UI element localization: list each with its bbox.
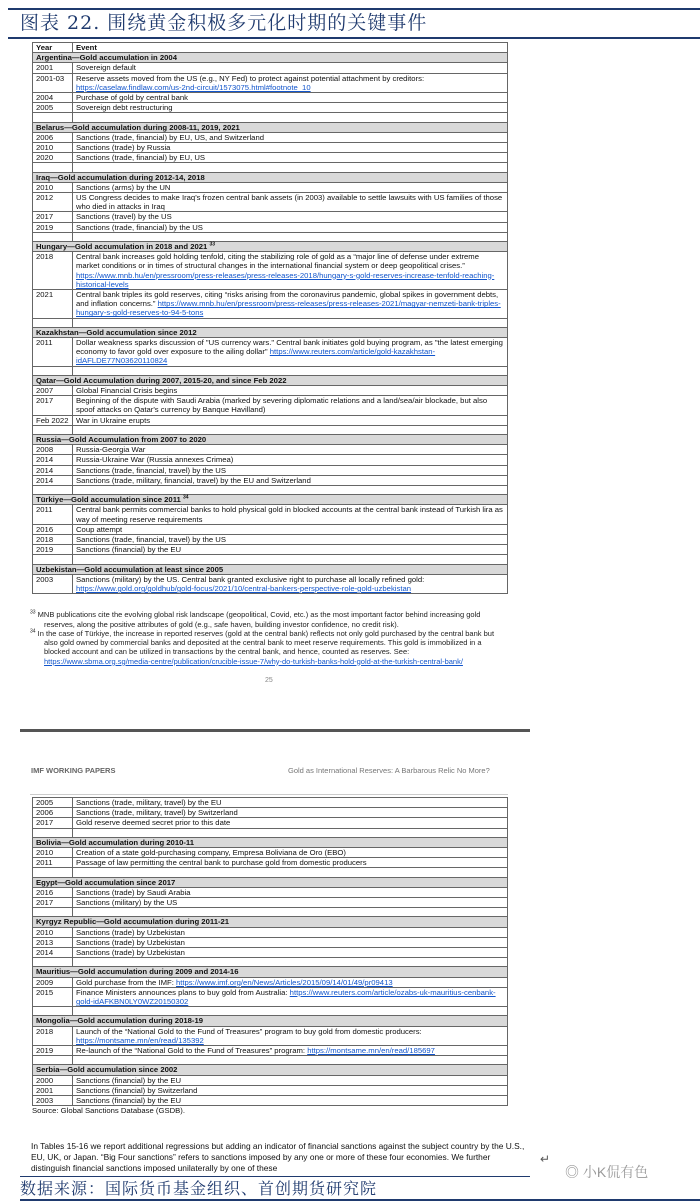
event-text: Launch of the “National Gold to the Fund of Treasures” program to buy gold from domestic producers: (76, 1026, 422, 1036)
section-title-text: Hungary—Gold accumulation in 2018 and 2021 (36, 242, 208, 252)
spacer-row (33, 163, 508, 172)
year-cell: 2005 (33, 103, 73, 113)
event-cell (73, 222, 508, 232)
spacer-row (33, 232, 508, 241)
section-title-text: Serbia—Gold accumulation since 2002 (36, 1065, 178, 1075)
table-row (33, 887, 508, 897)
event-cell (73, 193, 508, 212)
empty-cell (33, 163, 73, 172)
event-cell (73, 143, 508, 153)
event-text: Sanctions (trade, financial) by EU, US (76, 153, 206, 163)
section-header-row (33, 122, 508, 132)
running-header (0, 766, 700, 776)
event-link[interactable]: https://www.reuters.com/article/gold-kazakhstan-idAFLDE77N03620110824 (76, 347, 436, 366)
spacer-row (33, 425, 508, 434)
year-cell: 2010 (33, 143, 73, 153)
event-cell (73, 63, 508, 73)
year-cell: 2000 (33, 1075, 73, 1085)
year-cell: 2017 (33, 898, 73, 908)
empty-cell (73, 486, 508, 495)
spacer-row (33, 366, 508, 375)
section-title (33, 564, 508, 574)
event-text: Gold purchase from the IMF: (76, 977, 174, 987)
year-cell: 2013 (33, 937, 73, 947)
empty-cell (33, 425, 73, 434)
empty-cell (73, 366, 508, 375)
table-row (33, 798, 508, 808)
year-cell: 2001 (33, 1085, 73, 1095)
spacer-row (33, 555, 508, 564)
spacer-row (33, 868, 508, 877)
section-header-row (33, 375, 508, 385)
event-text: Sanctions (financial) by the EU (76, 1096, 182, 1106)
event-text: Sovereign debt restructuring (76, 103, 173, 113)
column-header: Year (33, 43, 73, 53)
section-header-row (33, 495, 508, 505)
table-row (33, 858, 508, 868)
section-header-row (33, 564, 508, 574)
footnote-ref: 33 (209, 241, 216, 248)
empty-cell (33, 828, 73, 837)
footnote-number: 34 (30, 628, 36, 635)
section-title (33, 837, 508, 847)
event-text: Sanctions (trade, financial) by the US (76, 222, 203, 232)
empty-cell (73, 828, 508, 837)
event-text: Sanctions (arms) by the UN (76, 182, 171, 192)
year-cell: 2016 (33, 887, 73, 897)
event-cell (73, 535, 508, 545)
footnote-link[interactable]: https://www.sbma.org.sg/media-centre/publication/crucible-issue-7/why-do-turkish-banks-hold-gold-at-the-turkish-central-bank/ (44, 656, 463, 666)
return-mark-icon: ↵ (540, 1151, 551, 1166)
event-cell (73, 927, 508, 937)
empty-cell (73, 318, 508, 327)
event-text: US Congress decides to make Iraq's frozen central bank assets (in 2003) available to settle lawsuits with US families of those who died in attacks in Iraq (76, 193, 503, 212)
event-cell (73, 93, 508, 103)
year-cell: 2006 (33, 808, 73, 818)
event-cell (73, 252, 508, 290)
event-text: Passage of law permitting the central bank to purchase gold from domestic producers (76, 858, 367, 868)
section-header-row (33, 435, 508, 445)
section-title (33, 172, 508, 182)
event-text: Dollar weakness sparks discussion of "US currency wars." Central bank initiates gold buying program, as "the latest emerging economy to favor gold over exposure to the ailing dollar" (76, 338, 503, 357)
section-header-row (33, 242, 508, 252)
empty-cell (73, 868, 508, 877)
year-cell: 2010 (33, 848, 73, 858)
footnote-number: 33 (30, 609, 36, 616)
table-row (33, 252, 508, 290)
event-link[interactable]: https://www.reuters.com/article/ozabs-uk-mauritius-cenbank-gold-idAFKBN0LY0WZ20150302 (76, 987, 496, 1007)
year-cell: 2006 (33, 132, 73, 142)
section-title-text: Türkiye—Gold accumulation since 2011 (36, 495, 181, 505)
event-cell (73, 858, 508, 868)
spacer-row (33, 908, 508, 917)
event-text: Sanctions (military) by the US (76, 898, 178, 908)
year-cell: 2011 (33, 858, 73, 868)
footnote-text: In the case of Türkiye, the increase in reported reserves (gold at the central bank) reflects not only gold purchased by the central bank but also gold owned by commercial banks and deposited at the central bank to meet reserve requirements. This gold is immobilized in a blocked account and can be utilized in transactions by the central bank, and hence, counted as reserves. See: (37, 628, 495, 657)
table-row (33, 445, 508, 455)
section-title-text: Argentina—Gold accumulation in 2004 (36, 53, 177, 63)
section-header-row (33, 877, 508, 887)
table-row (33, 63, 508, 73)
table-source: Source: Global Sanctions Database (GSDB). (32, 1106, 185, 1116)
event-text: War in Ukraine erupts (76, 415, 151, 425)
event-cell (73, 212, 508, 222)
year-cell: 2005 (33, 798, 73, 808)
event-text: Sanctions (trade, military, financial, travel) by the EU and Switzerland (76, 475, 311, 485)
event-text: Creation of a state gold-purchasing company, Empresa Boliviana de Oro (EBO) (76, 848, 346, 858)
empty-cell (73, 232, 508, 241)
year-cell: 2014 (33, 455, 73, 465)
section-title (33, 967, 508, 977)
empty-cell (33, 958, 73, 967)
table-header-row (33, 43, 508, 53)
events-table-part2 (32, 797, 508, 1106)
empty-cell (33, 232, 73, 241)
event-text: Re-launch of the “National Gold to the Fund of Treasures” program: (76, 1046, 306, 1056)
event-cell (73, 415, 508, 425)
empty-cell (73, 163, 508, 172)
table-row (33, 848, 508, 858)
event-text: Coup attempt (76, 524, 123, 534)
year-cell: 2014 (33, 948, 73, 958)
page-separator (20, 729, 530, 732)
event-text: Sanctions (financial) by Switzerland (76, 1085, 198, 1095)
table-row (33, 1085, 508, 1095)
table-row (33, 1026, 508, 1045)
table-row (33, 143, 508, 153)
year-cell: 2015 (33, 987, 73, 1006)
table-row (33, 818, 508, 828)
event-cell (73, 132, 508, 142)
year-cell: 2018 (33, 252, 73, 290)
table-row (33, 524, 508, 534)
event-link[interactable]: https://www.mnb.hu/en/pressroom/press-releases/press-releases-2018/hungary-s-gold-reserves-increase-tenfold-reaching-historical-levels (76, 270, 495, 289)
event-cell (73, 290, 508, 319)
event-cell (73, 887, 508, 897)
section-title (33, 242, 508, 252)
event-link[interactable]: https://www.imf.org/en/News/Articles/2015/09/14/01/49/pr09413 (175, 977, 393, 987)
event-text: Sanctions (military) by the US. Central bank granted exclusive right to purchase all locally refined gold: (76, 574, 425, 584)
event-cell (73, 948, 508, 958)
event-cell (73, 798, 508, 808)
section-title (33, 327, 508, 337)
section-title-text: Kyrgyz Republic—Gold accumulation during 2011-21 (36, 917, 230, 927)
section-title (33, 877, 508, 887)
year-cell: 2010 (33, 927, 73, 937)
table-row (33, 455, 508, 465)
section-title-text: Russia—Gold Accumulation from 2007 to 2020 (36, 435, 207, 445)
table-row (33, 535, 508, 545)
event-cell (73, 1096, 508, 1106)
footnotes (30, 610, 508, 666)
section-title (33, 917, 508, 927)
event-text: Gold reserve deemed secret prior to this date (76, 818, 231, 828)
section-title-text: Iraq—Gold accumulation during 2012-14, 2018 (36, 172, 205, 182)
empty-cell (73, 958, 508, 967)
event-text: Beginning of the dispute with Saudi Arabia (marked by severing diplomatic relations and a land/sea/air blockade, but also spoof attacks on Qatar's currency by Banque Havilland) (76, 396, 488, 415)
table-row (33, 182, 508, 192)
section-title (33, 122, 508, 132)
year-cell: 2009 (33, 977, 73, 987)
event-text: Central bank triples its gold reserves, citing “risks arising from the coronavirus pandemic, global spikes in government debts, and inflation concerns.” (76, 290, 499, 309)
event-text: Sovereign default (76, 63, 136, 73)
event-text: Sanctions (financial) by the EU (76, 545, 182, 555)
footnote (30, 629, 508, 666)
footnote-text: MNB publications cite the evolving global risk landscape (geopolitical, Covid, etc.) as the most important factor behind increasing gold reserves, along the positive attributes of gold (e.g., safe haven, building investor confidence, no credit risk). (37, 610, 481, 629)
event-text: Central bank permits commercial banks to hold physical gold in blocked accounts at the central bank instead of Turkish lira as way of meeting reserve requirements (76, 505, 503, 524)
event-cell (73, 505, 508, 524)
year-cell: 2011 (33, 505, 73, 524)
year-cell: 2017 (33, 818, 73, 828)
section-header-row (33, 837, 508, 847)
event-text: Russia-Ukraine War (Russia annexes Crimea) (76, 455, 234, 465)
event-text: Sanctions (trade) by Uzbekistan (76, 927, 185, 937)
event-text: Sanctions (trade, financial, travel) by the US (76, 465, 226, 475)
year-cell: 2020 (33, 153, 73, 163)
event-link[interactable]: https://montsame.mn/en/read/185697 (307, 1046, 435, 1056)
year-cell: 2008 (33, 445, 73, 455)
table-row (33, 73, 508, 92)
year-cell: 2003 (33, 1096, 73, 1106)
empty-cell (73, 425, 508, 434)
event-link[interactable]: https://www.mnb.hu/en/pressroom/press-releases/press-releases-2021/magyar-nemzeti-bank-triples-hungary-s-gold-reserves-to-94-5-tons (76, 299, 501, 318)
section-title-text: Qatar—Gold Accumulation during 2007, 2015-20, and since Feb 2022 (36, 375, 287, 385)
year-cell: 2004 (33, 93, 73, 103)
event-cell (73, 898, 508, 908)
event-cell (73, 386, 508, 396)
body-paragraph: In Tables 15-16 we report additional regressions but adding an indicator of financial sanctions against the subject country by the U.S., EU, UK, or Japan. “Big Four sanctions” refers to sanctions imposed by any one or more of these four economies. We further distinguish financial sanctions imposed unilaterally by one of these (31, 1140, 525, 1173)
spacer-row (33, 318, 508, 327)
event-text: Sanctions (financial) by the EU (76, 1075, 182, 1085)
empty-cell (33, 908, 73, 917)
event-cell (73, 808, 508, 818)
event-link[interactable]: https://caselaw.findlaw.com/us-2nd-circuit/1573075.html#footnote_10 (76, 82, 311, 92)
spacer-row (33, 828, 508, 837)
events-table-part1 (32, 42, 508, 594)
spacer-row (33, 1007, 508, 1016)
year-cell: 2007 (33, 386, 73, 396)
section-title (33, 1016, 508, 1026)
table-row (33, 505, 508, 524)
table-row (33, 93, 508, 103)
event-cell (73, 937, 508, 947)
table-row (33, 475, 508, 485)
section-title (33, 435, 508, 445)
section-title-text: Egypt—Gold accumulation since 2017 (36, 877, 176, 887)
event-cell (73, 1075, 508, 1085)
empty-cell (33, 366, 73, 375)
year-cell: 2014 (33, 465, 73, 475)
empty-cell (73, 1007, 508, 1016)
table-row (33, 132, 508, 142)
year-cell: 2016 (33, 524, 73, 534)
section-header-row (33, 53, 508, 63)
section-title-text: Mauritius—Gold accumulation during 2009 and 2014-16 (36, 967, 239, 977)
event-text: Sanctions (trade) by Russia (76, 143, 171, 153)
year-cell: Feb 2022 (33, 415, 73, 425)
event-cell (73, 455, 508, 465)
event-cell (73, 73, 508, 92)
table-row (33, 574, 508, 593)
table-row (33, 193, 508, 212)
data-source-footer: 数据来源：国际货币基金组织、首创期货研究院 (20, 1179, 378, 1199)
table-row (33, 290, 508, 319)
event-link[interactable]: https://www.gold.org/goldhub/gold-focus/2021/10/central-bankers-perspective-role-gold-uzbekistan (76, 584, 412, 594)
page-number: 25 (265, 677, 273, 685)
year-cell: 2003 (33, 574, 73, 593)
table-row (33, 545, 508, 555)
table-row (33, 948, 508, 958)
footnote (30, 610, 508, 629)
empty-cell (33, 555, 73, 564)
event-cell (73, 977, 508, 987)
table-row (33, 222, 508, 232)
table-row (33, 898, 508, 908)
event-text: Global Financial Crisis begins (76, 386, 178, 396)
section-header-row (33, 172, 508, 182)
year-cell: 2011 (33, 338, 73, 367)
event-cell (73, 1046, 508, 1056)
watermark-text: 小K侃有色 (582, 1163, 649, 1180)
event-cell (73, 103, 508, 113)
event-cell (73, 848, 508, 858)
event-text: Sanctions (travel) by the US (76, 212, 172, 222)
section-title (33, 53, 508, 63)
year-cell: 2019 (33, 222, 73, 232)
section-header-row (33, 327, 508, 337)
table-row (33, 153, 508, 163)
watermark-logo: ◎ 小K侃有色 (565, 1163, 649, 1180)
year-cell: 2019 (33, 1046, 73, 1056)
running-header-right: Gold as International Reserves: A Barbarous Relic No More? (288, 766, 490, 776)
table-row (33, 1096, 508, 1106)
table-row (33, 396, 508, 415)
empty-cell (73, 908, 508, 917)
table-row (33, 212, 508, 222)
empty-cell (33, 868, 73, 877)
event-cell (73, 524, 508, 534)
event-cell (73, 574, 508, 593)
table-row (33, 415, 508, 425)
year-cell: 2017 (33, 212, 73, 222)
section-header-row (33, 1065, 508, 1075)
year-cell: 2019 (33, 545, 73, 555)
event-cell (73, 445, 508, 455)
event-cell (73, 1026, 508, 1045)
table-row (33, 808, 508, 818)
year-cell: 2021 (33, 290, 73, 319)
empty-cell (33, 1007, 73, 1016)
section-title-text: Belarus—Gold accumulation during 2008-11, 2019, 2021 (36, 122, 240, 132)
event-text: Sanctions (trade) by Uzbekistan (76, 937, 185, 947)
event-text: Russia-Georgia War (76, 445, 146, 455)
table-row (33, 987, 508, 1006)
year-cell: 2018 (33, 535, 73, 545)
event-text: Sanctions (trade, military, travel) by the EU (76, 798, 222, 808)
spacer-row (33, 486, 508, 495)
footer-block (0, 1163, 700, 1201)
event-text: Sanctions (trade, military, travel) by Switzerland (76, 808, 238, 818)
section-title (33, 1065, 508, 1075)
event-text: Finance Ministers announces plans to buy gold from Australia: (76, 987, 288, 997)
section-title (33, 495, 508, 505)
year-cell: 2001 (33, 63, 73, 73)
empty-cell (73, 555, 508, 564)
event-cell (73, 1085, 508, 1095)
section-title (33, 375, 508, 385)
running-header-left: IMF WORKING PAPERS (31, 766, 116, 776)
event-cell (73, 182, 508, 192)
empty-cell (33, 486, 73, 495)
year-cell: 2018 (33, 1026, 73, 1045)
column-header: Event (73, 43, 508, 53)
event-cell (73, 465, 508, 475)
table-row (33, 927, 508, 937)
table-row (33, 465, 508, 475)
section-header-row (33, 967, 508, 977)
event-text: Sanctions (trade) by Saudi Arabia (76, 887, 191, 897)
empty-cell (33, 318, 73, 327)
event-cell (73, 818, 508, 828)
year-cell: 2017 (33, 396, 73, 415)
event-text: Sanctions (trade, financial, travel) by the US (76, 535, 226, 545)
spacer-row (33, 958, 508, 967)
table-row (33, 1046, 508, 1056)
event-text: Purchase of gold by central bank (76, 93, 188, 103)
event-cell (73, 153, 508, 163)
empty-cell (73, 1056, 508, 1065)
event-text: Sanctions (trade, financial) by EU, US, and Switzerland (76, 132, 265, 142)
footnote-ref: 34 (182, 494, 189, 501)
empty-cell (73, 113, 508, 122)
section-title-text: Kazakhstan—Gold accumulation since 2012 (36, 327, 197, 337)
section-header-row (33, 917, 508, 927)
empty-cell (33, 113, 73, 122)
event-cell (73, 338, 508, 367)
event-text: Reserve assets moved from the US (e.g., NY Fed) to protect against potential attachment by creditors: (76, 73, 425, 83)
year-cell: 2014 (33, 475, 73, 485)
header-rule (30, 794, 508, 795)
event-cell (73, 475, 508, 485)
event-cell (73, 545, 508, 555)
year-cell: 2001-03 (33, 73, 73, 92)
year-cell: 2010 (33, 182, 73, 192)
table-row (33, 103, 508, 113)
spacer-row (33, 113, 508, 122)
table-row (33, 338, 508, 367)
table-row (33, 386, 508, 396)
table-row (33, 977, 508, 987)
section-title-text: Bolivia—Gold accumulation during 2010-11 (36, 837, 195, 847)
event-cell (73, 396, 508, 415)
empty-cell (33, 1056, 73, 1065)
spacer-row (33, 1056, 508, 1065)
event-text: Sanctions (trade) by Uzbekistan (76, 948, 185, 958)
section-title-text: Mongolia—Gold accumulation during 2018-19 (36, 1016, 204, 1026)
event-link[interactable]: https://montsame.mn/en/read/135392 (76, 1035, 204, 1045)
section-header-row (33, 1016, 508, 1026)
figure-title: 图表 22. 围绕黄金积极多元化时期的关键事件 (20, 12, 428, 34)
event-cell (73, 987, 508, 1006)
section-title-text: Uzbekistan—Gold accumulation at least since 2005 (36, 564, 224, 574)
year-cell: 2012 (33, 193, 73, 212)
table-row (33, 937, 508, 947)
table-row (33, 1075, 508, 1085)
event-text: Central bank increases gold holding tenfold, citing the stabilizing role of gold as a “major line of defense under extreme market conditions or in times of structural changes in the international financial system or deep geopolitical crises.” (76, 252, 479, 271)
